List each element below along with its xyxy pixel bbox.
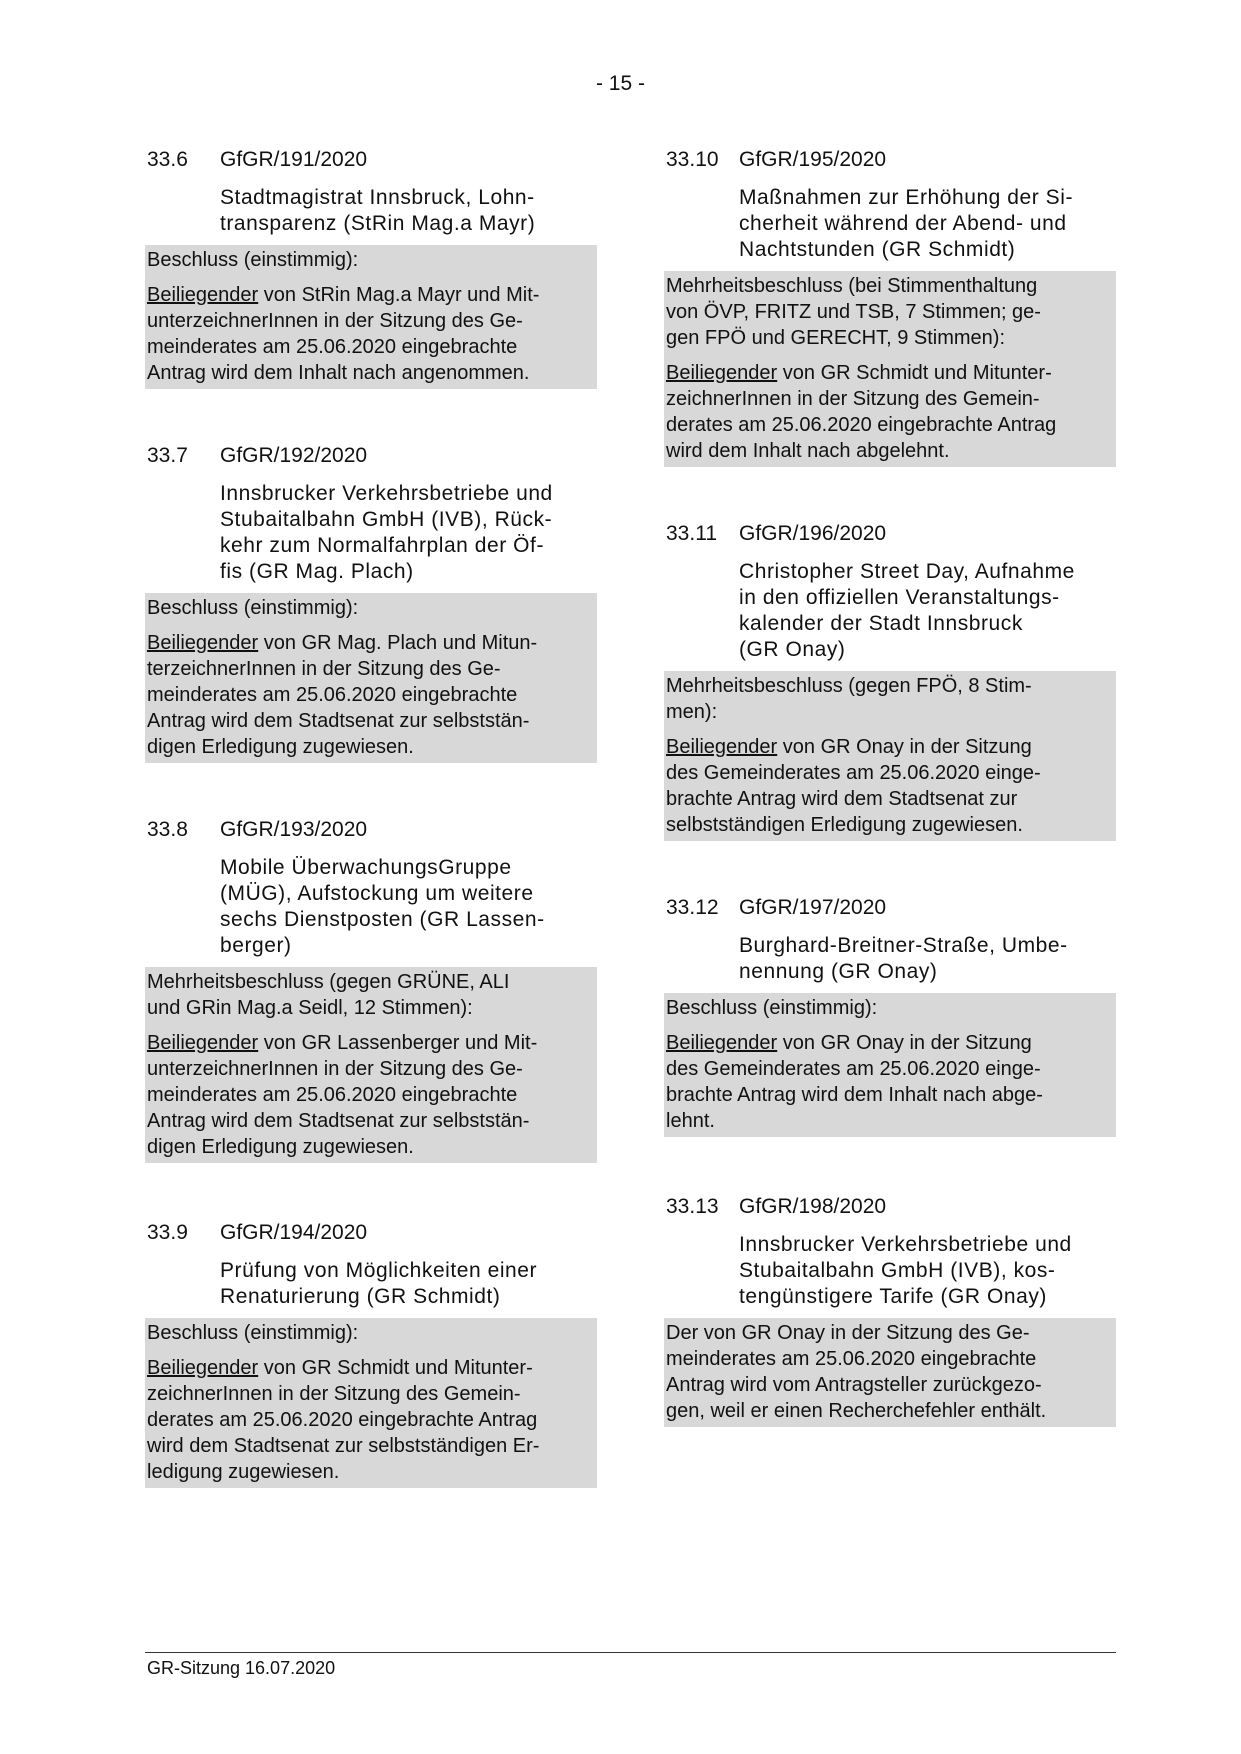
decision-lead: Beiliegender (147, 1032, 259, 1054)
item-reference: GfGR/192/2020 (220, 444, 368, 467)
item-heading (145, 443, 597, 469)
decision-heading: Beschluss (einstimmig): (147, 597, 359, 619)
decision-heading: Beschluss (einstimmig): (147, 1322, 359, 1344)
decision-box (145, 1318, 597, 1488)
decision-rest: von GR Schmidt und Mitunter- zeichnerInnen in der Sitzung des Gemein- derates am 25.06.2020 eingebrachte Antrag wird dem Stadtsenat zur selbstständigen Er- ledigung zugewiesen. (147, 1357, 540, 1483)
decision-rest: von GR Onay in der Sitzung des Gemeinderates am 25.06.2020 einge- brachte Antrag wird dem Inhalt nach abge- lehnt. (666, 1032, 1043, 1132)
decision-heading: Mehrheitsbeschluss (bei Stimmenthaltung von ÖVP, FRITZ und TSB, 7 Stimmen; ge- gen FPÖ und GERECHT, 9 Stimmen): (666, 275, 1041, 349)
decision-rest: von StRin Mag.a Mayr und Mit- unterzeichnerInnen in der Sitzung des Ge- meinderates am 25.06.2020 eingebrachte Antrag wird dem Inhalt nach angenommen. (147, 284, 540, 384)
agenda-item (145, 817, 597, 1163)
footer-rule (145, 1652, 1116, 1653)
decision-lead: Beiliegender (666, 1032, 778, 1054)
decision-text (147, 630, 595, 760)
decision-heading: Mehrheitsbeschluss (gegen FPÖ, 8 Stim- men): (666, 675, 1032, 723)
item-heading (145, 147, 597, 173)
item-title: Mobile ÜberwachungsGruppe (MÜG), Aufstockung um weitere sechs Dienstposten (GR Lassen- berger) (220, 856, 545, 957)
item-number: 33.9 (147, 1221, 188, 1244)
agenda-item (145, 147, 597, 389)
decision-heading: Beschluss (einstimmig): (147, 249, 359, 271)
item-reference: GfGR/198/2020 (739, 1195, 887, 1218)
decision-text (666, 360, 1114, 464)
item-number: 33.7 (147, 444, 188, 467)
agenda-item (664, 1194, 1116, 1427)
item-reference: GfGR/194/2020 (220, 1221, 368, 1244)
item-heading (145, 817, 597, 843)
agenda-item (664, 521, 1116, 841)
item-title: Prüfung von Möglichkeiten einer Renaturierung (GR Schmidt) (220, 1259, 538, 1308)
decision-box (145, 593, 597, 763)
page-number: - 15 - (595, 72, 645, 95)
item-heading (664, 1194, 1116, 1220)
item-title: Innsbrucker Verkehrsbetriebe und Stubaitalbahn GmbH (IVB), kos- tengünstigere Tarife (GR Onay) (739, 1233, 1072, 1308)
item-title: Maßnahmen zur Erhöhung der Si- cherheit während der Abend- und Nachtstunden (GR Schmidt) (739, 186, 1073, 261)
item-heading (145, 1220, 597, 1246)
agenda-item (664, 895, 1116, 1137)
decision-box (664, 671, 1116, 841)
decision-box (145, 245, 597, 389)
decision-box (145, 967, 597, 1163)
item-title: Stadtmagistrat Innsbruck, Lohn- transparenz (StRin Mag.a Mayr) (220, 186, 536, 235)
decision-box (664, 993, 1116, 1137)
decision-rest: von GR Lassenberger und Mit- unterzeichnerInnen in der Sitzung des Ge- meinderates am 25.06.2020 eingebrachte Antrag wird dem Stadtsenat zur selbststän- digen Erledigung zugewiesen. (147, 1032, 538, 1158)
decision-text (147, 1355, 595, 1485)
decision-lead: Beiliegender (147, 632, 259, 654)
right-column (664, 147, 1116, 1427)
item-reference: GfGR/196/2020 (739, 522, 887, 545)
item-reference: GfGR/193/2020 (220, 818, 368, 841)
agenda-item (145, 1220, 597, 1488)
decision-rest: von GR Schmidt und Mitunter- zeichnerInnen in der Sitzung des Gemein- derates am 25.06.2020 eingebrachte Antrag wird dem Inhalt nach abgelehnt. (666, 362, 1057, 462)
decision-text (666, 734, 1114, 838)
item-heading (664, 521, 1116, 547)
decision-text (147, 282, 595, 386)
decision-text: Der von GR Onay in der Sitzung des Ge- meinderates am 25.06.2020 eingebrachte Antrag wird vom Antragsteller zurückgezo- gen, weil er einen Recherchefehler enthält. (666, 1322, 1047, 1422)
decision-rest: von GR Mag. Plach und Mitun- terzeichnerInnen in der Sitzung des Ge- meinderates am 25.06.2020 eingebrachte Antrag wird dem Stadtsenat zur selbststän- digen Erledigung zugewiesen. (147, 632, 538, 758)
footer-text: GR-Sitzung 16.07.2020 (147, 1658, 336, 1678)
agenda-item (145, 443, 597, 763)
decision-heading: Mehrheitsbeschluss (gegen GRÜNE, ALI und GRin Mag.a Seidl, 12 Stimmen): (147, 971, 510, 1019)
decision-rest: von GR Onay in der Sitzung des Gemeinderates am 25.06.2020 einge- brachte Antrag wird dem Stadtsenat zur selbstständigen Erledigung zugewiesen. (666, 736, 1041, 836)
decision-text (147, 1030, 595, 1160)
item-reference: GfGR/197/2020 (739, 896, 887, 919)
decision-lead: Beiliegender (147, 284, 259, 306)
item-heading (664, 895, 1116, 921)
item-number: 33.13 (666, 1195, 719, 1218)
left-column (145, 147, 597, 1488)
item-heading (664, 147, 1116, 173)
item-reference: GfGR/195/2020 (739, 148, 887, 171)
decision-heading: Beschluss (einstimmig): (666, 997, 878, 1019)
item-number: 33.6 (147, 148, 188, 171)
decision-box (664, 271, 1116, 467)
item-title: Innsbrucker Verkehrsbetriebe und Stubaitalbahn GmbH (IVB), Rück- kehr zum Normalfahrplan der Öf- fis (GR Mag. Plach) (220, 482, 553, 583)
item-number: 33.11 (666, 522, 717, 545)
item-number: 33.10 (666, 148, 719, 171)
agenda-item (664, 147, 1116, 467)
item-title: Burghard-Breitner-Straße, Umbe- nennung (GR Onay) (739, 934, 1068, 983)
item-title: Christopher Street Day, Aufnahme in den offiziellen Veranstaltungs- kalender der Stadt Innsbruck (GR Onay) (739, 560, 1075, 661)
decision-lead: Beiliegender (147, 1357, 259, 1379)
item-number: 33.12 (666, 896, 719, 919)
item-reference: GfGR/191/2020 (220, 148, 368, 171)
item-number: 33.8 (147, 818, 188, 841)
decision-text (666, 1030, 1114, 1134)
decision-lead: Beiliegender (666, 362, 778, 384)
decision-box (664, 1318, 1116, 1427)
decision-lead: Beiliegender (666, 736, 778, 758)
